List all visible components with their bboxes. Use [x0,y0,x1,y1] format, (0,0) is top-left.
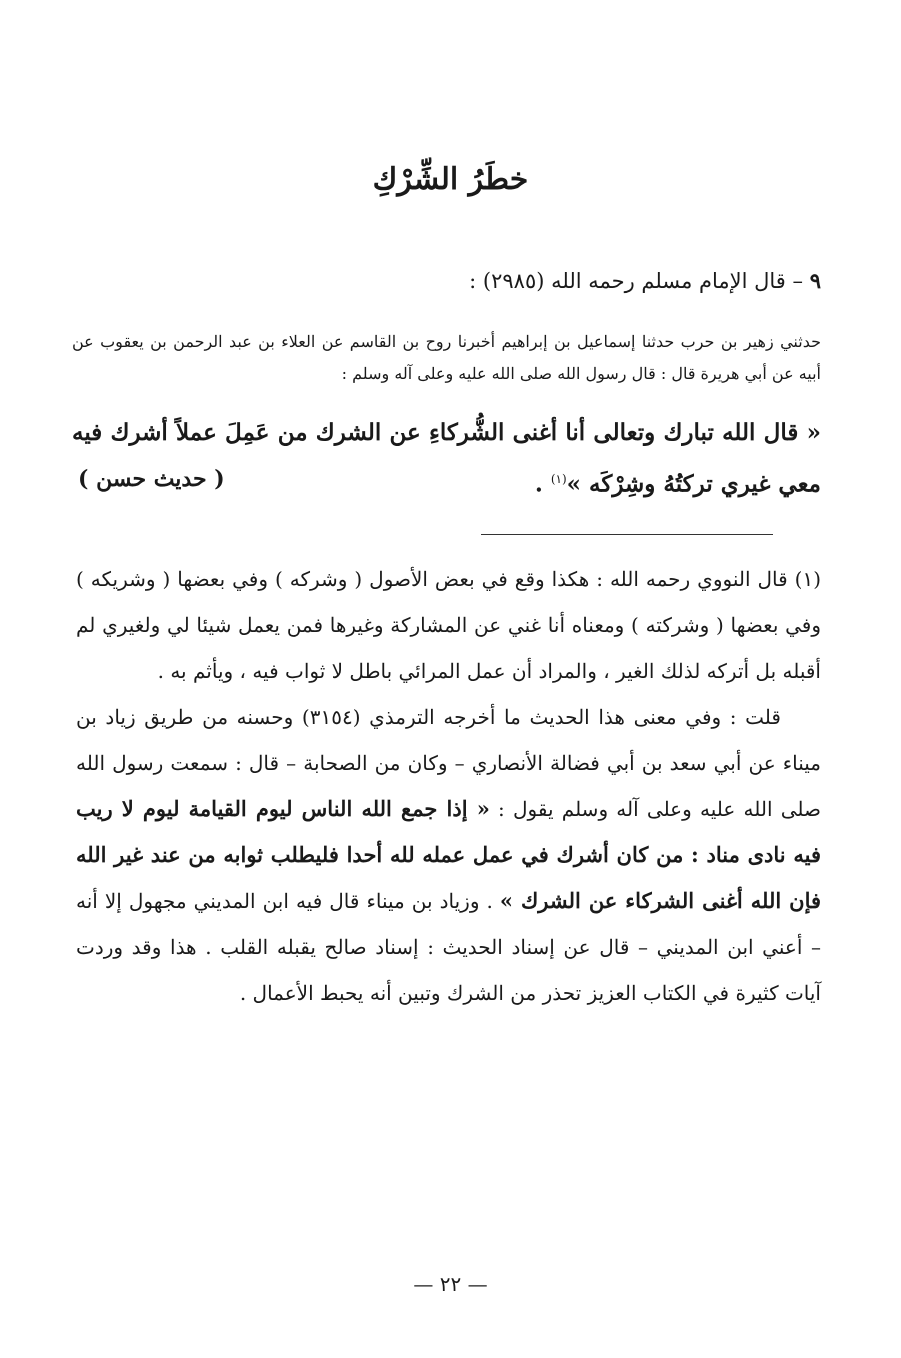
footnote-text-2b: . وزياد بن ميناء قال فيه ابن المديني مجهول إلا أنه – أعني ابن المديني – قال عن إسناد الحديث : إسناد صالح يقبله القلب . هذا وقد وردت آيات كثيرة في الكتاب العزيز تحذر من الشرك وتبين أنه يحبط الأعمال . [76,889,821,1005]
footnote-text-1: قال النووي رحمه الله : هكذا وقع في بعض الأصول ( وشركه ) وفي بعضها ( وشريكه ) وفي بعضها ( وشركته ) ومعناه أنا غني عن المشاركة وغيرها فمن يعمل شيئا لي ولغيري لم أقبله بل أتركه لذلك الغير ، والمراد أن عمل المرائي باطل لا ثواب فيه ، ويأثم به . [76,567,821,683]
hadith-number: ٩ [809,268,821,293]
footnote-marker: (١) [794,567,821,591]
footnote-text-2a: قلت : وفي معنى هذا الحديث ما أخرجه الترمذي (٣١٥٤) وحسنه من طريق زياد بن ميناء عن أبي سعد بن أبي فضالة الأنصاري – وكان من الصحابة – قال : سمعت رسول الله صلى الله عليه وعلى آله وسلم يقول : [76,705,821,821]
hadith-matn: « قال الله تبارك وتعالى أنا أغنى الشُّركاءِ عن الشرك من عَمِلَ عملاً أشرك فيه معي غيري تركتُهُ وشِرْكَه » [72,419,821,498]
footnote-paragraph-2 [76,694,821,1016]
hadith-isnad: حدثني زهير بن حرب حدثنا إسماعيل بن إبراهيم أخبرنا روح بن القاسم عن العلاء بن عبد الرحمن بن يعقوب عن أبيه عن أبي هريرة قال : قال رسول الله صلى الله عليه وعلى آله وسلم : [72,332,821,383]
footnote-ref: (١) [550,472,567,486]
footnote-divider [481,534,773,535]
hadith-heading [80,265,821,297]
footnote-block [76,556,821,1016]
footnote-paragraph-1 [76,556,821,694]
page-number: — ٢٢ — [413,1272,488,1296]
footnote-quote: « إذا جمع الله الناس ليوم القيامة ليوم لا ريب فيه نادى مناد : من كان أشرك في عمل عمله لله أحدا فليطلب ثوابه من عند غير الله فإن الله أغنى الشركاء عن الشرك » [76,796,822,913]
hadith-intro: – قال الإمام مسلم رحمه الله (٢٩٨٥) : [469,269,804,293]
page-title: خطَرُ الشِّرْكِ [372,162,529,197]
hadith-grade: ( حديث حسن ) [78,466,225,492]
hadith-matn-block: « قال الله تبارك وتعالى أنا أغنى الشُّركاءِ عن الشرك من عَمِلَ عملاً أشرك فيه معي غيري تركتُهُ وشِرْكَه »$^{(١)}$ . ( حديث حسن ) [72,410,821,508]
